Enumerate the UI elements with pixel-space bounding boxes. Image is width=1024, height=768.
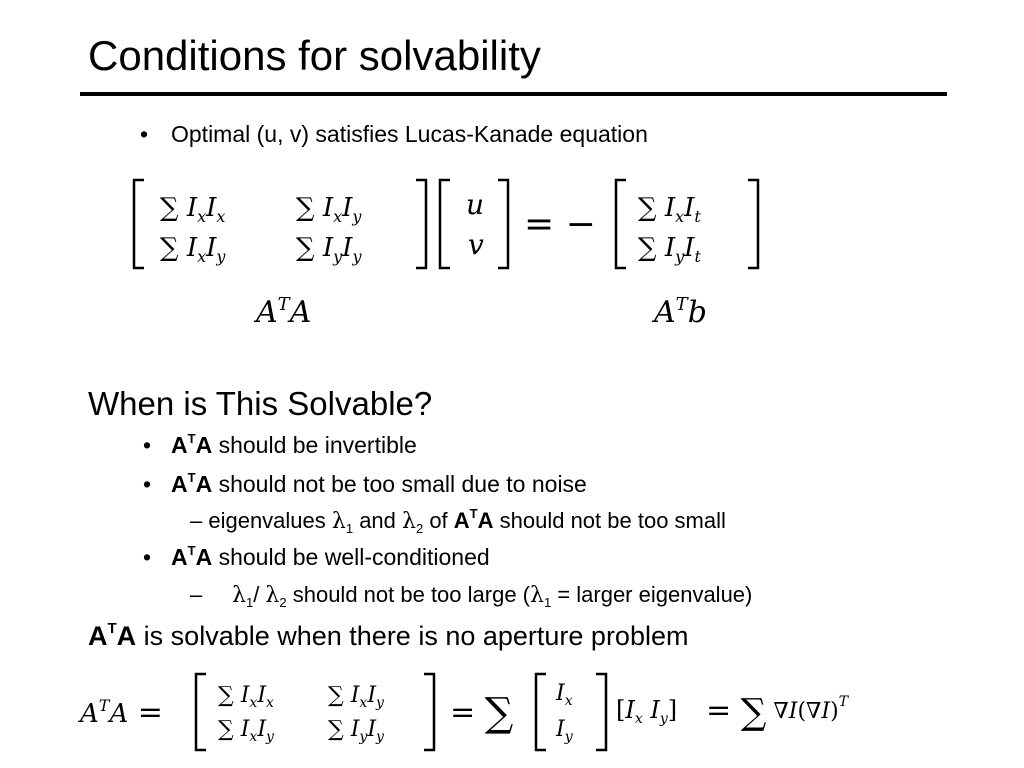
label-ata: $A^TA$ [256,294,312,330]
bullet-icon: • [143,544,152,570]
label-atb: $A^Tb$ [654,294,707,330]
bullet-item [140,120,148,148]
ata-gradient-equation [76,664,936,764]
bullet-icon: • [140,121,149,147]
ata-symbol: $A^TA$ [171,543,213,570]
matrix-cell: ∑ $I_yI_y$ [328,717,384,745]
conclusion-line: $A^TA$ is solvable when there is no aperture problem [88,620,689,651]
rhs-cell: ∑ $I_yI_t$ [638,233,701,266]
title-underline [80,92,947,96]
matrix-cell: ∑ $I_xI_y$ [218,717,274,745]
vector-u: u [466,188,485,221]
vector-v: v [468,228,484,261]
lhs-ata: $A^TA$ = [80,695,163,730]
vector-iy: $I_y$ [556,717,573,745]
ata-symbol: $A^TA$ [171,431,213,458]
bullet-icon: • [143,432,152,458]
equals-minus: = − [524,204,596,245]
right-bracket [416,180,426,268]
list-subitem-eigenvalues: – eigenvalues $\lambda_1$ and $\lambda_2$ of $A^TA$ should not be too small [190,506,726,536]
vector-ix: $I_x$ [556,681,573,709]
matrix-cell: ∑ $I_xI_x$ [218,683,274,711]
matrix-cell: ∑ $I_xI_y$ [160,233,226,266]
list-subitem-ratio-dash: – [190,582,203,607]
right-bracket [748,180,758,268]
equals-gradient: = ∑ $^\nabla I(\nabla I)^T$ [706,692,849,733]
equals-sum: = ∑ [450,690,514,736]
lucas-kanade-equation [120,170,780,340]
matrix-cell: ∑ $I_xI_y$ [296,193,362,226]
slide-title: Conditions for solvability [88,32,541,79]
left-bracket [196,674,206,750]
ata-symbol: $A^TA$ [171,470,213,497]
ata-symbol: $A^TA$ [88,620,137,651]
matrix-cell: ∑ $I_xI_x$ [160,193,226,226]
left-bracket [536,674,546,750]
matrix-cell: ∑ $I_yI_y$ [296,233,362,266]
rhs-cell: ∑ $I_xI_t$ [638,193,701,226]
bullet-text: Optimal (u, v) satisfies Lucas-Kanade equation [171,121,648,147]
list-item-noise: $A^TA$ should not be too small due to noise [171,470,587,497]
bullet-icon: • [143,471,152,497]
right-bracket [498,180,508,268]
list-item-well-conditioned: $A^TA$ should be well-conditioned [171,543,490,570]
matrix-cell: ∑ $I_xI_y$ [328,683,384,711]
left-bracket [616,180,626,268]
left-bracket [134,180,144,268]
right-bracket [424,674,434,750]
section-heading: When is This Solvable? [88,385,433,422]
list-item-invertible: $A^TA$ should be invertible [171,431,417,458]
row-vector: [$I_x$ $I_y$] [616,696,678,727]
left-bracket [440,180,450,268]
list-subitem-ratio: $\lambda_1/$ $\lambda_2$ should not be too large ($\lambda_1$ = larger eigenvalue) [232,582,753,610]
right-bracket [596,674,606,750]
